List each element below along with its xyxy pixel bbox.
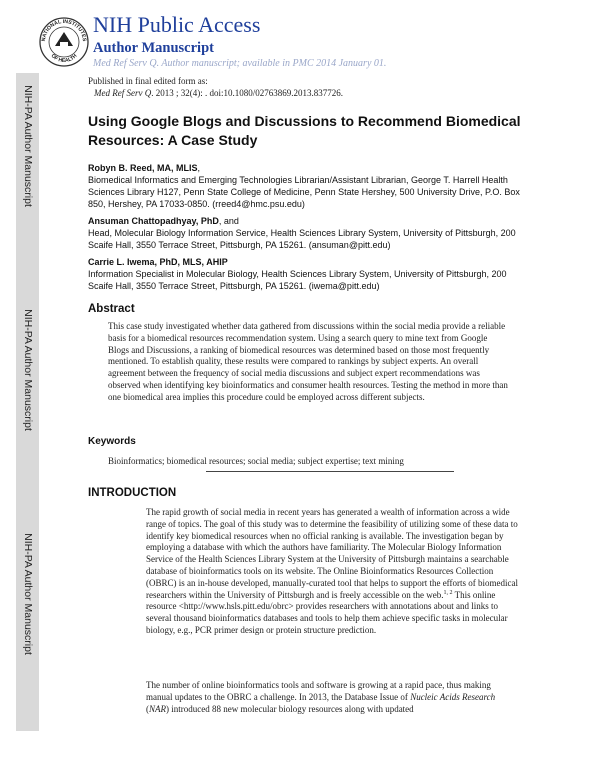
author-affiliation: Biomedical Informatics and Emerging Technologies Librarian/Assistant Librarian, George T. Harrell Health Sciences Library H127, Penn State College of Medicine, Penn State Hershey, 500 University Drive, P.O. Box 850, Hershey, PA 17033-0850. (rreed4@hmc.psu.edu) — [88, 175, 520, 209]
journal-title-nar: Nucleic Acids Research — [410, 691, 496, 702]
svg-text:NATIONAL INSTITUTES: NATIONAL INSTITUTES — [40, 18, 88, 42]
author-entry — [88, 162, 528, 210]
citation-details: . 2013 ; 32(4): . doi:10.1080/02763869.2013.837726. — [151, 88, 343, 98]
keywords-text: Bioinformatics; biomedical resources; social media; subject expertise; text mining — [108, 456, 404, 466]
author-entry — [88, 256, 528, 292]
introduction-heading: INTRODUCTION — [88, 487, 177, 499]
author-name: Ansuman Chattopadhyay, PhD — [88, 216, 219, 226]
introduction-paragraph-1 — [146, 507, 518, 637]
journal-name: Med Ref Serv Q — [94, 88, 152, 98]
journal-abbrev-nar: NAR — [149, 703, 166, 714]
nih-public-access-title: NIH Public Access — [93, 12, 261, 37]
article-title: Using Google Blogs and Discussions to Recommend Biomedical Resources: A Case Study — [88, 113, 521, 148]
author-name: Robyn B. Reed, MA, MLIS — [88, 163, 198, 173]
sidebar-label-nih-pa-1: NIH-PA Author Manuscript — [22, 85, 34, 207]
abstract-text: This case study investigated whether data gathered from discussions within the social media provide a reliable basis for a biomedical resources recommendation system. Using a search query to mine text from Google Blogs and Discussions, a ranking of biomedical resources was determined based on those most frequently mentioned. To establish quality, these results were compared to rankings by subject experts. An overall agreement between the frequency of social media discussions and subject expert recommendations was observed when identifying key bioinformatics and consumer health resources. Testing the method in more than one biomedical area implies this procedure could be employed across different subjects. — [108, 321, 508, 402]
sidebar-label-nih-pa-2: NIH-PA Author Manuscript — [22, 309, 34, 431]
author-affiliation: Head, Molecular Biology Information Service, Health Sciences Library System, University of Pittsburgh, 200 Scaife Hall, 3550 Terrace Street, Pittsburgh, PA 15261. (ansuman@pitt.edu) — [88, 228, 516, 250]
citation-line — [88, 87, 343, 99]
author-entry — [88, 215, 528, 251]
intro-p1-text: The rapid growth of social media in recent years has generated a wealth of information across a wide range of topics. The goal of this study was to determine the feasibility of utilizing some of these data to identify key biomedical resources when no official ranking is available. The investigation began by employing a database with which the authors have familiarity. The Molecular Biology Information Service of the Health Sciences Library System at the University of Pittsburgh maintains a searchable database of bioinformatics tools on its website. The Online Bioinformatics Resources Collection (OBRC) is an in-house developed, manually-curated tool that helps to support the efforts of biomedical researchers within the University of Pittsburgh and is freely accessible on the web. — [146, 507, 518, 600]
svg-text:OF HEALTH: OF HEALTH — [49, 53, 79, 65]
publication-info — [88, 75, 343, 99]
nih-seal-logo — [38, 16, 90, 68]
intro-p2-text-cont: ( — [146, 703, 149, 714]
published-label: Published in final edited form as: — [88, 76, 208, 86]
intro-p2-text: The number of online bioinformatics tools and software is growing at a rapid pace, thus making manual updates to the OBRC a challenge. In 2013, the Database Issue of — [146, 680, 491, 702]
keywords-heading: Keywords — [88, 436, 136, 447]
citation-superscript: 1, 2 — [443, 589, 453, 596]
intro-p1-text-end: > provides researchers with annotations about and links to several thousand bioinformatics databases and tools to help them achieve specific tasks in molecular biology, e.g., PCR primer design or protein structure prediction. — [146, 601, 508, 635]
abstract-heading: Abstract — [88, 303, 135, 315]
author-affiliation: Information Specialist in Molecular Biology, Health Sciences Library System, University of Pittsburgh, 200 Scaife Hall, 3550 Terrace Street, Pittsburgh, PA 15261. (iwema@pitt.edu) — [88, 269, 507, 291]
intro-p1-text-cont: This online resource < — [146, 589, 496, 612]
sidebar-label-nih-pa-3: NIH-PA Author Manuscript — [22, 533, 34, 655]
obrc-link[interactable]: http://www.hsls.pitt.edu/obrc — [183, 601, 289, 612]
author-suffix: , and — [218, 216, 239, 226]
manuscript-availability-note: Med Ref Serv Q. Author manuscript; available in PMC 2014 January 01. — [93, 58, 387, 69]
author-suffix: , — [197, 163, 201, 173]
section-divider — [206, 471, 454, 472]
intro-p2-text-end: ) introduced 88 new molecular biology resources along with updated — [166, 703, 414, 714]
introduction-paragraph-2 — [146, 680, 518, 715]
author-name: Carrie L. Iwema, PhD, MLS, AHIP — [88, 257, 228, 267]
author-manuscript-title: Author Manuscript — [93, 40, 214, 56]
